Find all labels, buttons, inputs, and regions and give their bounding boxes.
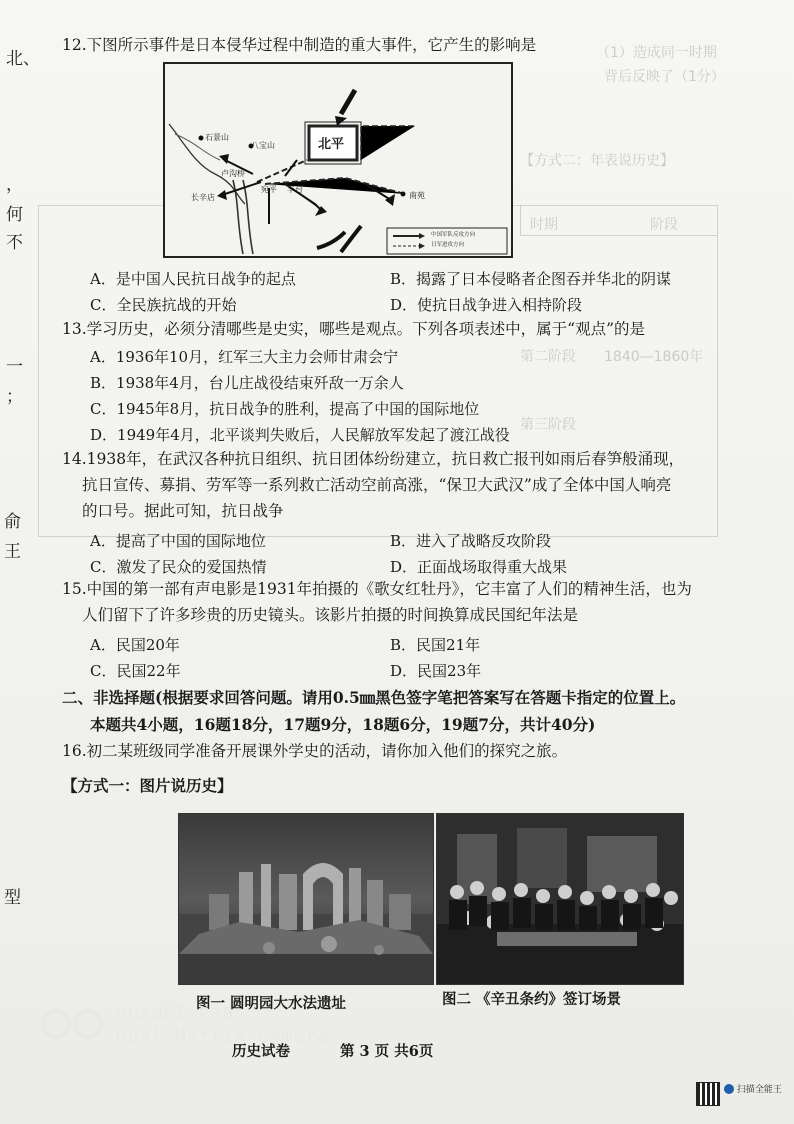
scan-app-name: 扫描全能王 bbox=[736, 1085, 782, 1095]
map-label-lugouqiao: 卢沟桥 bbox=[221, 169, 245, 178]
ghost-text: 背后反映了（1分） bbox=[604, 69, 725, 85]
camera-lens-icon bbox=[40, 1008, 104, 1040]
figure2-caption: 图二 《辛丑条约》签订场景 bbox=[442, 991, 622, 1008]
q13-option-d: D．1949年4月，北平谈判失败后，人民解放军发起了渡江战役 bbox=[90, 426, 510, 444]
legend-jp-attack: 日军进攻方向 bbox=[431, 242, 465, 248]
ghost-text: 时期 bbox=[530, 217, 558, 233]
q12-option-c: C．全民族抗战的开始 bbox=[90, 296, 237, 314]
bleed-char: 俞 bbox=[4, 512, 21, 532]
section2-title-line1: 二、非选择题(根据要求回答问题。请用0.5㎜黑色签字笔把答案写在答题卡指定的位置上。 bbox=[62, 688, 686, 707]
q14-option-b: B．进入了战略反攻阶段 bbox=[390, 532, 552, 550]
figure1-caption: 图一 圆明园大水法遗址 bbox=[196, 995, 347, 1012]
q16-stem: 16.初二某班级同学准备开展课外学史的活动，请你加入他们的探究之旅。 bbox=[62, 742, 568, 760]
footer-page-number: 第 3 页 共6页 bbox=[340, 1043, 434, 1060]
q12-option-d: D．使抗日战争进入相持阶段 bbox=[390, 296, 583, 314]
bleed-char: ； bbox=[6, 387, 23, 407]
ghost-text: 第三阶段 bbox=[520, 417, 576, 433]
treaty-signing-image bbox=[437, 814, 683, 984]
bleed-char: 一 bbox=[6, 357, 23, 377]
ghost-text: 【方式二：年表说历史】 bbox=[520, 153, 674, 169]
q12-stem: 12.下图所示事件是日本侵华过程中制造的重大事件，它产生的影响是 bbox=[62, 36, 537, 54]
xinchou-treaty-photo bbox=[436, 813, 684, 985]
map-label-fengtai: 丰台 bbox=[287, 185, 303, 194]
ghost-text: （1）造成同一时期 bbox=[596, 45, 717, 61]
yuanmingyuan-ruins-image bbox=[179, 814, 433, 984]
q16-method1: 【方式一：图片说历史】 bbox=[62, 776, 233, 795]
ghost-text: 阶段 bbox=[650, 217, 678, 233]
footer-subject: 历史试卷 bbox=[232, 1043, 290, 1060]
lugou-bridge-map bbox=[163, 62, 513, 258]
bleed-char: 北、 bbox=[6, 49, 40, 69]
q14-stem-line2: 抗日宣传、募捐、劳军等一系列救亡活动空前高涨，“保卫大武汉”成了全体中国人响亮 bbox=[82, 476, 672, 494]
q15-option-b: B．民国21年 bbox=[390, 636, 481, 654]
q14-option-c: C．激发了民众的爱国热情 bbox=[90, 558, 267, 576]
q15-option-c: C．民国22年 bbox=[90, 662, 181, 680]
scan-app-icon bbox=[724, 1084, 734, 1094]
q15-stem-line1: 15.中国的第一部有声电影是1931年拍摄的《歌女红牡丹》，它丰富了人们的精神生活，也为 bbox=[62, 580, 692, 598]
q15-option-a: A．民国20年 bbox=[90, 636, 180, 654]
q14-stem-line1: 14.1938年，在武汉各种抗日组织、抗日团体纷纷建立，抗日救亡报刊如雨后春笋般涌现， bbox=[62, 450, 685, 468]
q12-option-a: A．是中国人民抗日战争的起点 bbox=[90, 270, 296, 288]
section2-title-line2: 本题共4小题，16题18分，17题9分，18题6分，19题7分，共计40分) bbox=[90, 715, 596, 734]
map-label-changxindian: 长辛店 bbox=[191, 193, 215, 202]
ghost-text: 第二阶段 bbox=[520, 349, 576, 365]
q14-stem-line3: 的口号。据此可知，抗日战争 bbox=[82, 502, 284, 520]
q14-option-d: D．正面战场取得重大战果 bbox=[390, 558, 568, 576]
qr-code-icon bbox=[696, 1082, 720, 1106]
map-label-beiping: 北平 bbox=[318, 137, 345, 152]
bleed-char: 型 bbox=[4, 888, 21, 908]
map-drawing bbox=[165, 64, 511, 256]
ghost-text: 1840—1860年 bbox=[604, 349, 704, 365]
map-label-wanping: 宛平 bbox=[261, 185, 277, 194]
scan-app-logo bbox=[724, 1082, 782, 1095]
bleed-char: 何 bbox=[6, 205, 23, 225]
q13-stem: 13.学习历史，必须分清哪些是史实，哪些是观点。下列各项表述中，属于“观点”的是 bbox=[62, 320, 646, 338]
map-label-shijingshan: 石景山 bbox=[205, 133, 229, 142]
map-label-nanyuan: 南苑 bbox=[409, 191, 425, 200]
watermark-camera: Dual-Matrix Camera bbox=[116, 1026, 330, 1047]
yuanmingyuan-photo bbox=[178, 813, 434, 985]
q14-option-a: A．提高了中国的国际地位 bbox=[90, 532, 266, 550]
bleed-char: 王 bbox=[4, 542, 21, 562]
q15-option-d: D．民国23年 bbox=[390, 662, 482, 680]
map-label-babaoshan: 八宝山 bbox=[251, 141, 275, 150]
q13-option-b: B．1938年4月，台儿庄战役结束歼敌一万余人 bbox=[90, 374, 404, 392]
q12-option-b: B．揭露了日本侵略者企图吞并华北的阴谋 bbox=[390, 270, 672, 288]
bleed-char: ， bbox=[6, 175, 23, 195]
watermark-brand: HUAWEI P30 bbox=[116, 1004, 235, 1025]
q15-stem-line2: 人们留下了许多珍贵的历史镜头。该影片拍摄的时间换算成民国纪年法是 bbox=[82, 606, 579, 624]
q13-option-a: A．1936年10月，红军三大主力会师甘肃会宁 bbox=[90, 348, 399, 366]
bleed-char: 不 bbox=[6, 233, 23, 253]
q13-option-c: C．1945年8月，抗日战争的胜利，提高了中国的国际地位 bbox=[90, 400, 480, 418]
legend-cn-counter: 中国军队反攻方向 bbox=[431, 232, 476, 238]
